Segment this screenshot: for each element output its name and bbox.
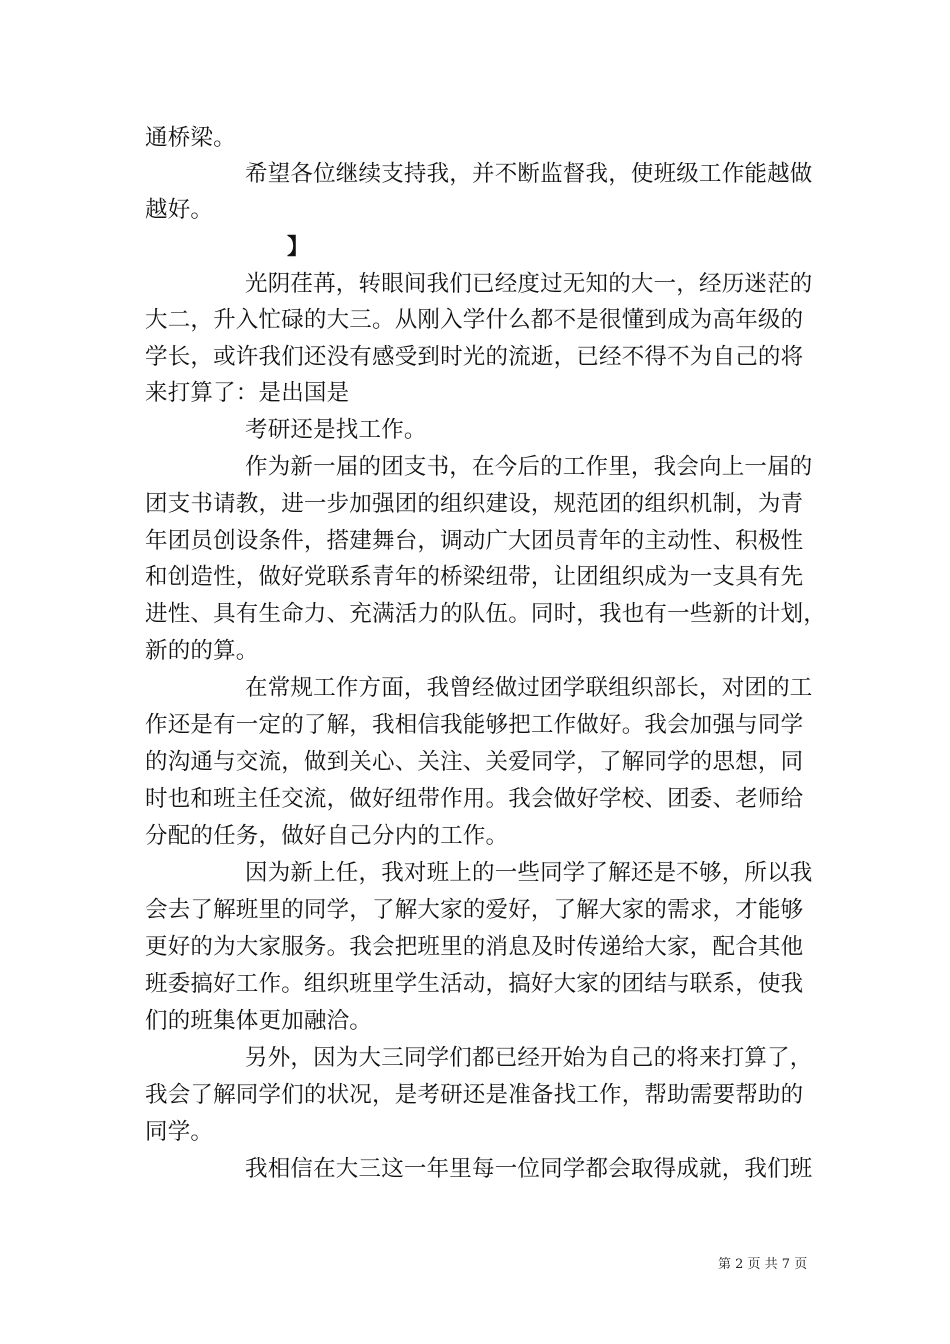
text-line: 作还是有一定的了解，我相信我能够把工作做好。我会加强与同学 [145, 712, 804, 738]
text-line: 考研还是找工作。 [245, 417, 427, 443]
text-line: 越好。 [145, 197, 214, 223]
text-line: 的沟通与交流，做到关心、关注、关爱同学，了解同学的思想，同 [145, 749, 804, 775]
text-line: 进性、具有生命力、充满活力的队伍。同时，我也有一些新的计划， [145, 601, 827, 627]
text-line: 作为新一届的团支书，在今后的工作里，我会向上一届的 [245, 454, 813, 480]
text-line: 大二，升入忙碌的大三。从刚入学什么都不是很懂到成为高年级的 [145, 307, 804, 333]
text-line: 新的的算。 [145, 638, 259, 664]
text-line: 年团员创设条件，搭建舞台，调动广大团员青年的主动性、积极性 [145, 528, 804, 554]
text-line: 更好的为大家服务。我会把班里的消息及时传递给大家，配合其他 [145, 934, 804, 960]
text-line: 会去了解班里的同学，了解大家的爱好，了解大家的需求，才能够 [145, 897, 804, 923]
text-line: 团支书请教，进一步加强团的组织建设，规范团的组织机制，为青 [145, 491, 804, 517]
text-line: 因为新上任，我对班上的一些同学了解还是不够，所以我 [245, 860, 813, 886]
text-line: 光阴荏苒，转眼间我们已经度过无知的大一，经历迷茫的 [245, 271, 813, 297]
text-line: 来打算了：是出国是 [145, 380, 350, 406]
text-line: 另外，因为大三同学们都已经开始为自己的将来打算了， [245, 1045, 813, 1071]
text-line: 在常规工作方面，我曾经做过团学联组织部长，对团的工 [245, 675, 813, 701]
text-line: 同学。 [145, 1119, 214, 1145]
text-line: 分配的任务，做好自己分内的工作。 [145, 823, 509, 849]
text-line: 希望各位继续支持我，并不断监督我，使班级工作能越做 [245, 161, 813, 187]
text-line: 学长，或许我们还没有感受到时光的流逝，已经不得不为自己的将 [145, 344, 804, 370]
text-line: 班委搞好工作。组织班里学生活动，搞好大家的团结与联系，使我 [145, 971, 804, 997]
text-line: 通桥梁。 [145, 125, 236, 151]
text-line: 时也和班主任交流，做好纽带作用。我会做好学校、团委、老师给 [145, 786, 804, 812]
page-number-footer: 第 2 页 共 7 页 [718, 1257, 808, 1272]
text-line: 们的班集体更加融洽。 [145, 1008, 373, 1034]
text-line: 和创造性，做好党联系青年的桥梁纽带，让团组织成为一支具有先 [145, 564, 804, 590]
section-bracket: 】 [287, 234, 310, 260]
text-line: 我会了解同学们的状况，是考研还是准备找工作，帮助需要帮助的 [145, 1082, 804, 1108]
text-line: 我相信在大三这一年里每一位同学都会取得成就，我们班 [245, 1156, 813, 1182]
